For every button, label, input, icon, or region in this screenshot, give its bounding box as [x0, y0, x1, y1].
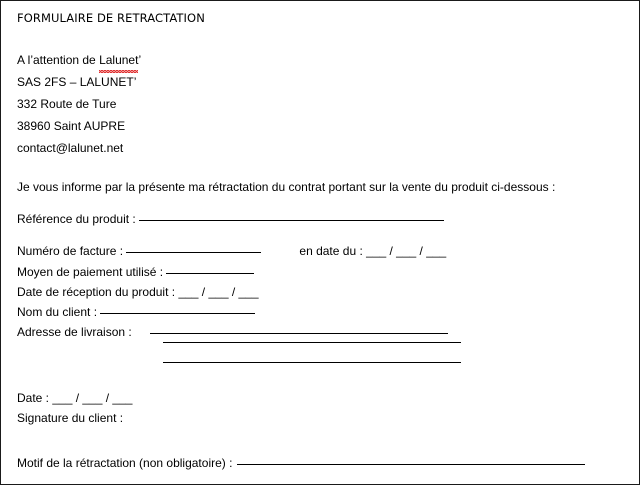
- delivery-address-label: Adresse de livraison :: [17, 324, 132, 339]
- retraction-reason-input[interactable]: [237, 464, 585, 465]
- reception-date-label: Date de réception du produit :: [17, 284, 176, 299]
- product-reference-input[interactable]: [139, 220, 444, 221]
- attention-prefix: A l’attention de: [17, 52, 100, 67]
- recipient-city: 38960 Saint AUPRE: [17, 118, 126, 133]
- payment-method-input[interactable]: [166, 273, 254, 274]
- spacer: [17, 159, 625, 176]
- page-title: FORMULAIRE DE RETRACTATION: [17, 11, 205, 25]
- signature-row: [17, 408, 625, 428]
- spacer: [17, 198, 625, 208]
- retraction-statement: Je vous informe par la présente ma rétractation du contrat portant sur la vente du produit ci-dessous :: [17, 179, 556, 194]
- document-body: [1, 1, 639, 474]
- delivery-address-input-line-3[interactable]: [163, 362, 461, 363]
- invoice-date-label: en date du :: [299, 243, 363, 258]
- spacer: [17, 428, 625, 452]
- delivery-address-input-line-1[interactable]: [150, 333, 448, 334]
- invoice-date-input[interactable]: ___ / ___ / ___: [366, 243, 447, 258]
- recipient-email: contact@lalunet.net: [17, 140, 124, 155]
- payment-method-label: Moyen de paiement utilisé :: [17, 264, 164, 279]
- retraction-reason-row: [17, 452, 625, 474]
- spacer: [17, 230, 625, 240]
- invoice-number-label: Numéro de facture :: [17, 243, 124, 258]
- delivery-address-line-2-wrapper: [17, 342, 625, 362]
- reception-date-input[interactable]: ___ / ___ / ___: [178, 284, 259, 299]
- delivery-address-input-line-2[interactable]: [163, 342, 461, 343]
- customer-name-row: [17, 302, 625, 322]
- spacer: [17, 25, 625, 49]
- customer-name-input[interactable]: [100, 313, 255, 314]
- attention-suffix: ’: [138, 52, 142, 67]
- delivery-address-line-3-wrapper: [17, 362, 625, 382]
- product-reference-label: Référence du produit :: [17, 211, 136, 226]
- payment-method-row: [17, 262, 625, 282]
- customer-name-label: Nom du client :: [17, 304, 98, 319]
- reception-date-row: [17, 282, 625, 302]
- signature-date-row: [17, 388, 625, 408]
- invoice-row: [17, 240, 625, 262]
- recipient-street: 332 Route de Ture: [17, 96, 117, 111]
- attention-company-name: Lalunet: [99, 49, 138, 71]
- invoice-number-input[interactable]: [126, 252, 261, 253]
- attention-line: [17, 49, 625, 71]
- signature-date-input[interactable]: ___ / ___ / ___: [52, 390, 133, 405]
- recipient-company: SAS 2FS – LALUNET’: [17, 74, 137, 89]
- retraction-reason-label: Motif de la rétractation (non obligatoire) :: [17, 455, 233, 470]
- product-reference-row: [17, 208, 625, 230]
- delivery-address-row: [17, 322, 625, 342]
- signature-date-label: Date :: [17, 390, 50, 405]
- signature-label: Signature du client :: [17, 410, 124, 425]
